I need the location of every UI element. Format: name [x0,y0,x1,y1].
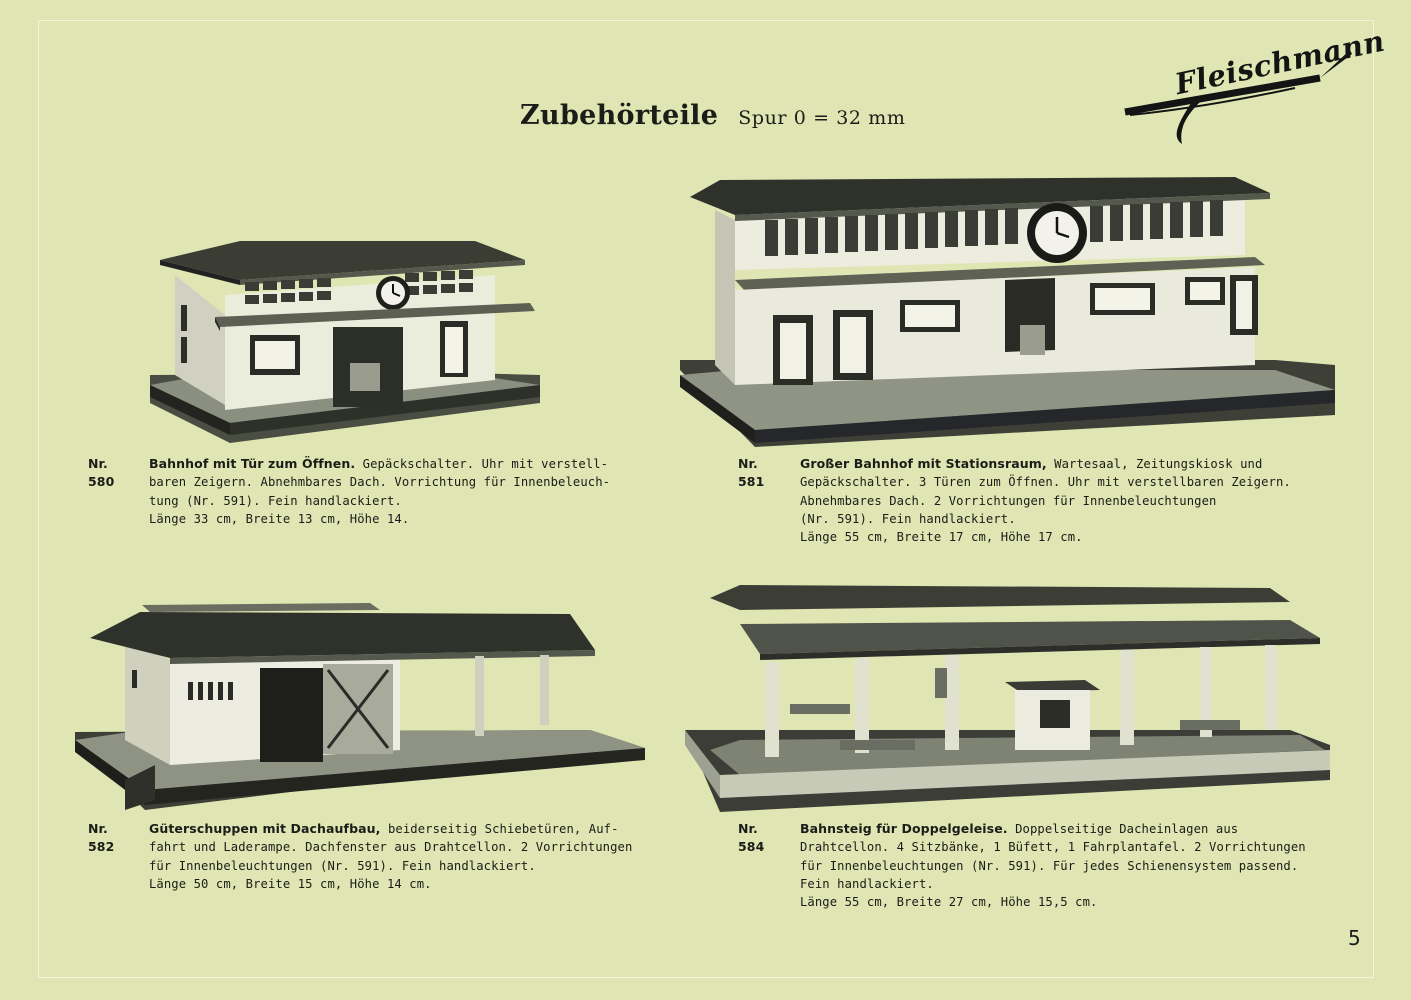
item-line: Abnehmbares Dach. 2 Vorrichtungen für Innenbeleuchtungen [800,493,1217,508]
item-line: Länge 55 cm, Breite 17 cm, Höhe 17 cm. [800,530,1083,545]
item-line: Länge 55 cm, Breite 27 cm, Höhe 15,5 cm. [800,895,1098,910]
page-header [520,100,905,131]
logo-lettering: Fleischmann [1172,23,1388,102]
item-line: Gepäckschalter. 3 Türen zum Öffnen. Uhr mit verstellbaren Zeigern. [800,475,1291,490]
shed-582-image [70,600,650,819]
item-line: Länge 50 cm, Breite 15 cm, Höhe 14 cm. [149,876,432,891]
item-heading: Güterschuppen mit Dachaufbau, [149,821,381,836]
item-line: Länge 33 cm, Breite 13 cm, Höhe 14. [149,511,410,526]
item-line: beiderseitig Schiebetüren, Auf- [380,822,619,836]
item-line: für Innenbeleuchtungen (Nr. 591). Für jedes Schienensystem passend. [800,858,1299,873]
platform-584-image [680,580,1335,819]
item-heading: Großer Bahnhof mit Stationsraum, [800,456,1047,471]
item-number: Nr. 581 [738,456,765,490]
item-line: Gepäckschalter. Uhr mit verstell- [355,457,609,471]
brand-logo [1120,23,1388,150]
item-line: Wartesaal, Zeitungskiosk und [1046,457,1263,471]
item-line: tung (Nr. 591). Fein handlackiert. [149,493,402,508]
item-heading: Bahnsteig für Doppelgeleise. [800,821,1008,836]
item-number: Nr. 580 [88,456,115,490]
item-line: Drahtcellon. 4 Sitzbänke, 1 Büfett, 1 Fahrplantafel. 2 Vorrichtungen [800,840,1306,855]
item-line: baren Zeigern. Abnehmbares Dach. Vorrichtung für Innenbeleuch- [149,475,611,490]
item-line: (Nr. 591). Fein handlackiert. [800,511,1016,526]
item-line: für Innenbeleuchtungen (Nr. 591). Fein handlackiert. [149,858,536,873]
page-number: 5 [1348,926,1361,950]
item-number: Nr. 584 [738,821,765,855]
item-number: Nr. 582 [88,821,115,855]
page-title: Zubehörteile [520,100,719,131]
station-581-image [675,175,1340,454]
item-line: Doppelseitige Dacheinlagen aus [1007,822,1239,836]
item-heading: Bahnhof mit Tür zum Öffnen. [149,456,356,471]
page-subtitle: Spur 0 = 32 mm [738,107,906,129]
item-line: Fein handlackiert. [800,876,934,891]
item-line: fahrt und Laderampe. Dachfenster aus Drahtcellon. 2 Vorrichtungen [149,840,633,855]
station-580-image [145,235,540,454]
